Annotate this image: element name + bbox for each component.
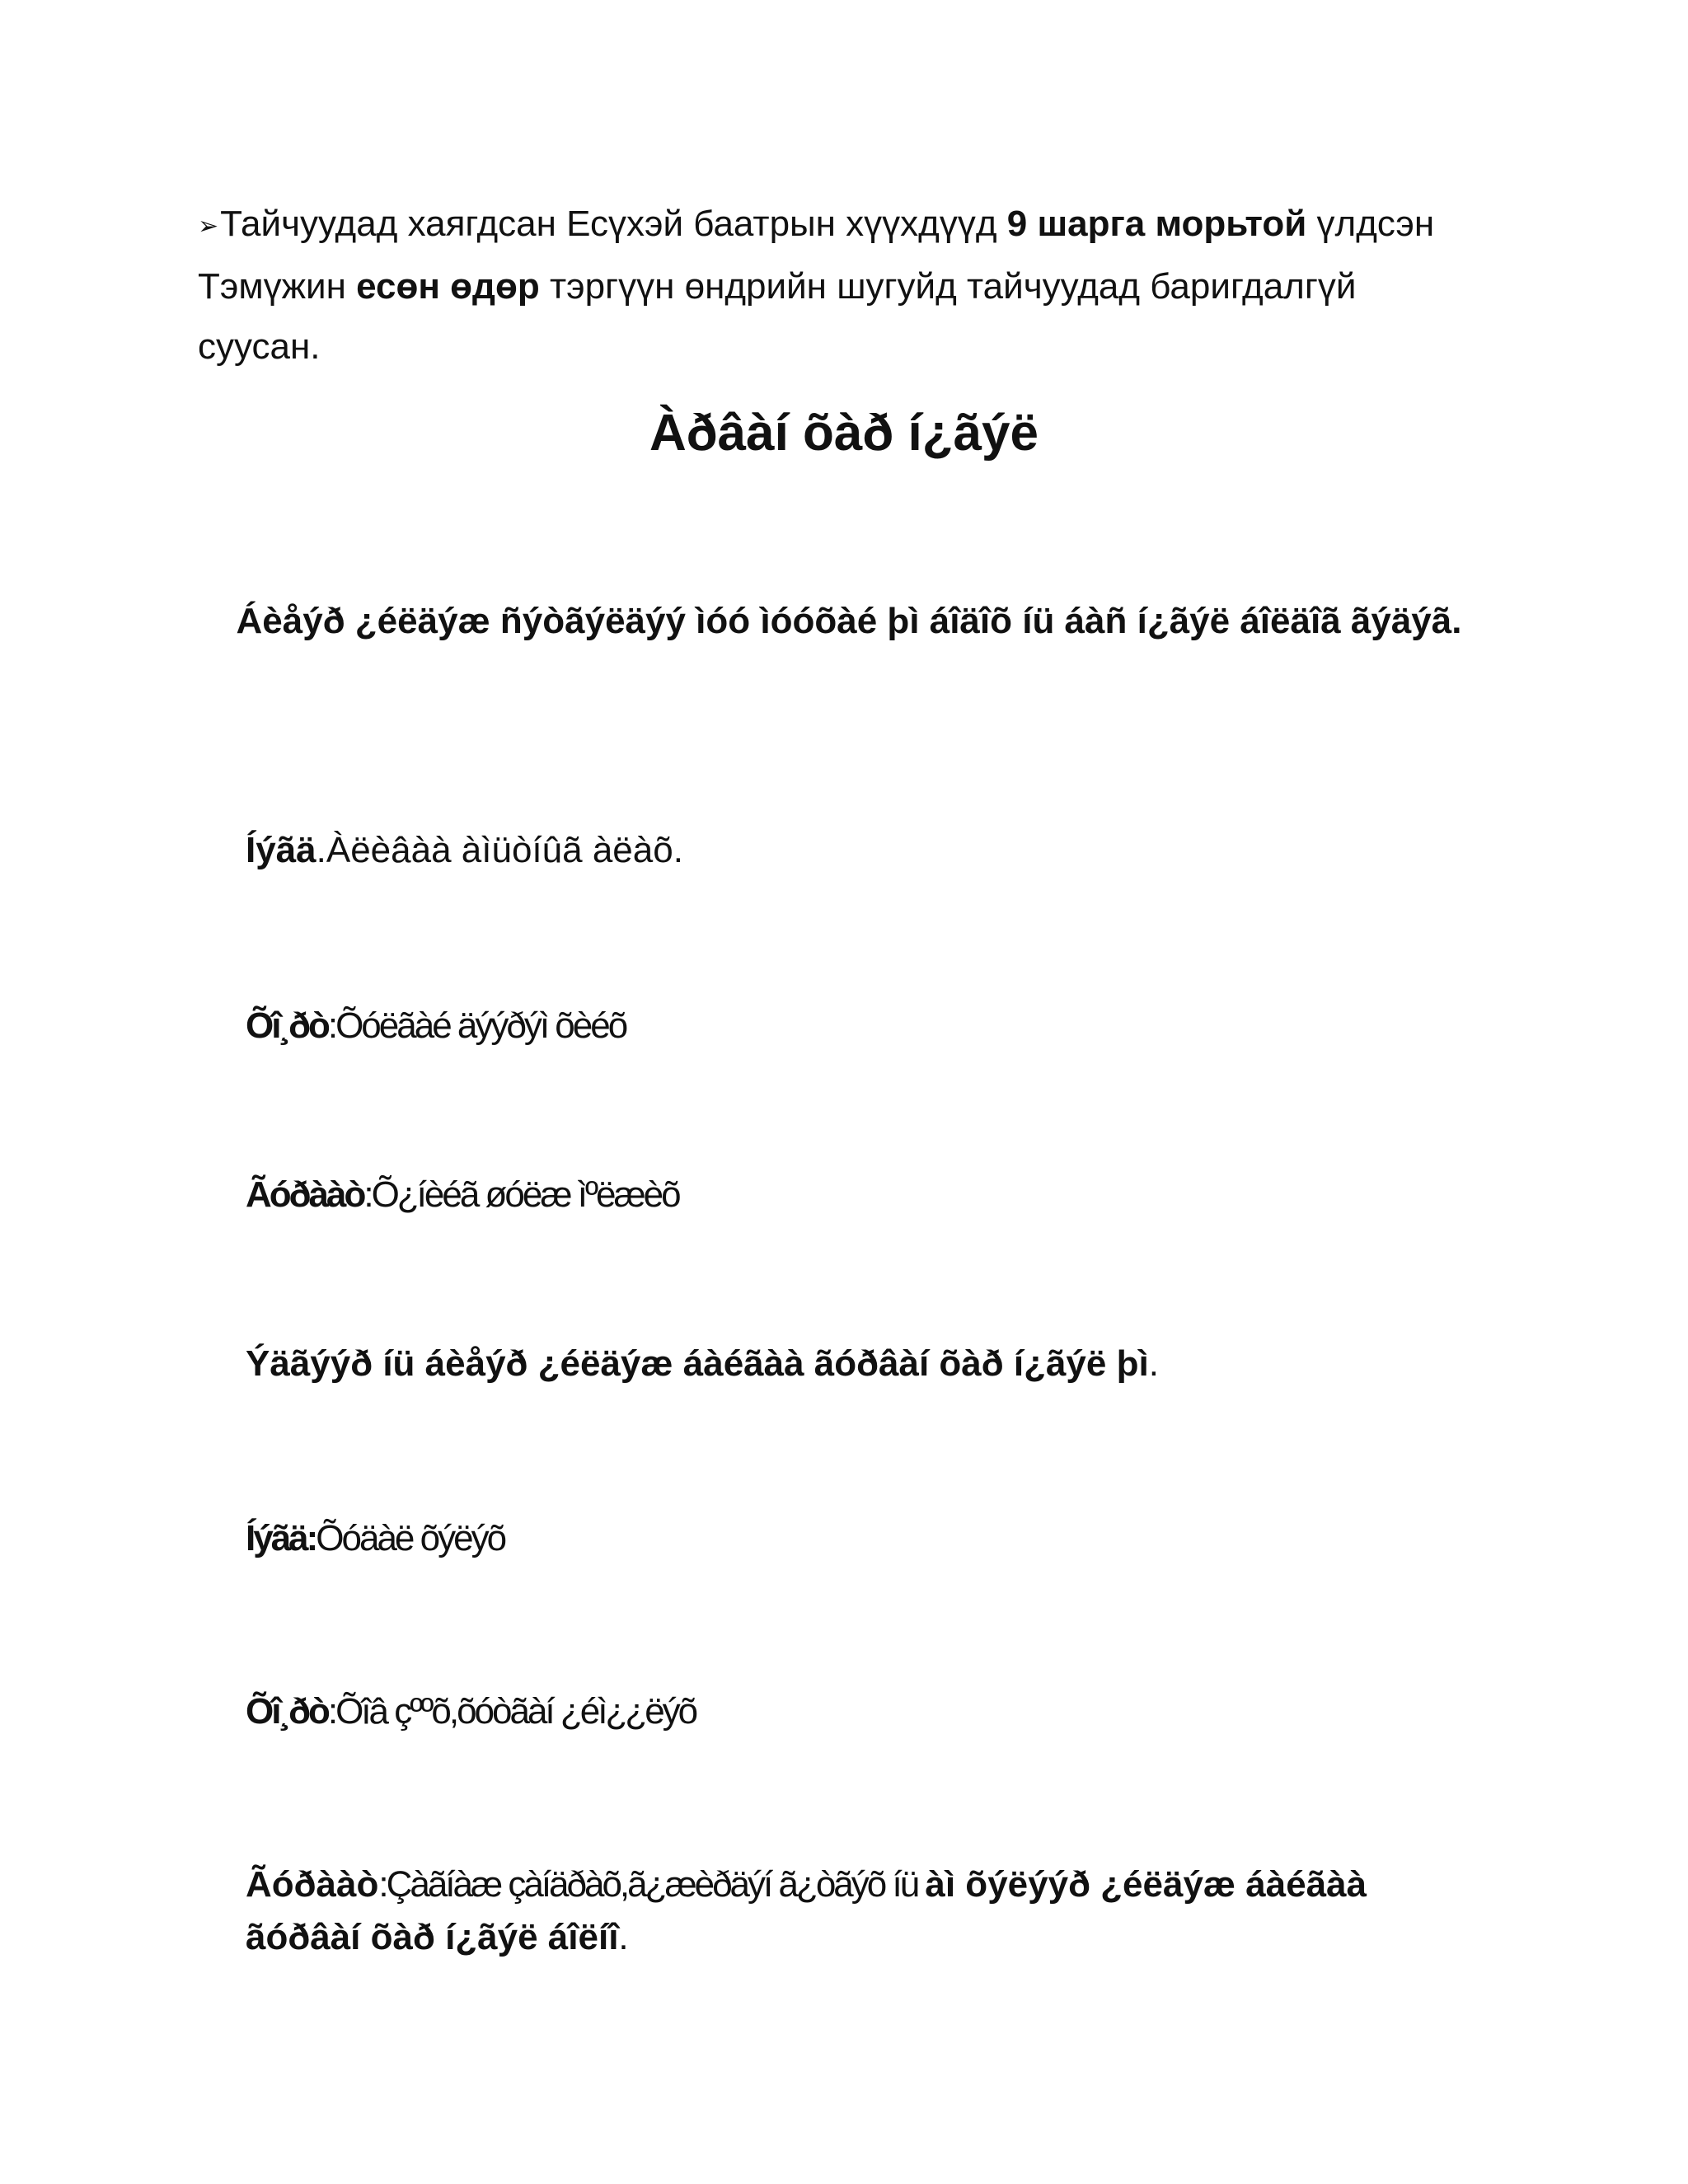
page-title: Àðâàí õàð í¿ãýë <box>649 405 1039 462</box>
item-label: Ãóðààò <box>246 1174 364 1215</box>
item-text: :Õ¿íèéã øóëæ ìºëæèõ <box>363 1174 679 1215</box>
intro-text-1: Тайчуудад хаягдсан Есүхэй баатрын хүүхдүүд <box>220 204 1007 244</box>
summary-line <box>246 1338 1498 1390</box>
list-item <box>246 1169 1498 1221</box>
subtitle: Áèåýð ¿éëäýæ ñýòãýëäýý ìóó ìóóõàé þì áîäîõ íü áàñ í¿ãýë áîëäîã ãýäýã. <box>236 601 1462 641</box>
list-item <box>246 1685 1498 1738</box>
intro-bold-2: есөн өдөр <box>356 266 540 307</box>
intro-bold-1: 9 шарга морьтой <box>1006 204 1307 244</box>
list-item <box>246 824 1498 877</box>
item-text: Õóäàë õýëýõ <box>316 1518 505 1558</box>
item-label: Íýãä: <box>246 1518 316 1558</box>
list-item <box>246 1000 1498 1052</box>
intro-text-3: тэргүүн өндрийн шугуйд тайчуудад баригдалгүй суусан. <box>198 266 1357 367</box>
list-item <box>246 1512 1498 1565</box>
item-text: :Õîâ çººõ,õóòãàí ¿éì¿¿ëýõ <box>327 1691 696 1732</box>
item-text: :Çàãíàæ çàíäðàõ,ã¿æèðäýí ã¿òãýõ íü <box>378 1864 926 1905</box>
summary-bold-text: Ýäãýýð íü áèåýð ¿éëäýæ áàéãàà ãóðâàí õàð í¿ãýë þì <box>246 1343 1149 1384</box>
item-label: Õî¸ðò <box>246 1005 328 1046</box>
item-label: Íýãä <box>246 830 316 870</box>
item-label: Õî¸ðò <box>246 1691 328 1732</box>
item-text: :Õóëãàé äýýðýì õèéõ <box>327 1005 626 1046</box>
list-item <box>246 1858 1416 1964</box>
item-bold-text: àì õýëýýð ¿éëäýæ áàéãàà ãóðâàí õàð í¿ãýë áîëíî <box>246 1864 1367 1957</box>
bullet-arrow-icon: ➢ <box>198 213 219 240</box>
item-tail: . <box>618 1917 629 1957</box>
item-label: Ãóðààò <box>246 1864 379 1905</box>
intro-paragraph <box>198 194 1484 377</box>
intro-text-2: үлдсэн Тэмүжин <box>198 204 1435 307</box>
item-text: .Àëèâàà àìüòíûã àëàõ. <box>316 830 683 870</box>
summary-tail: . <box>1148 1343 1159 1384</box>
